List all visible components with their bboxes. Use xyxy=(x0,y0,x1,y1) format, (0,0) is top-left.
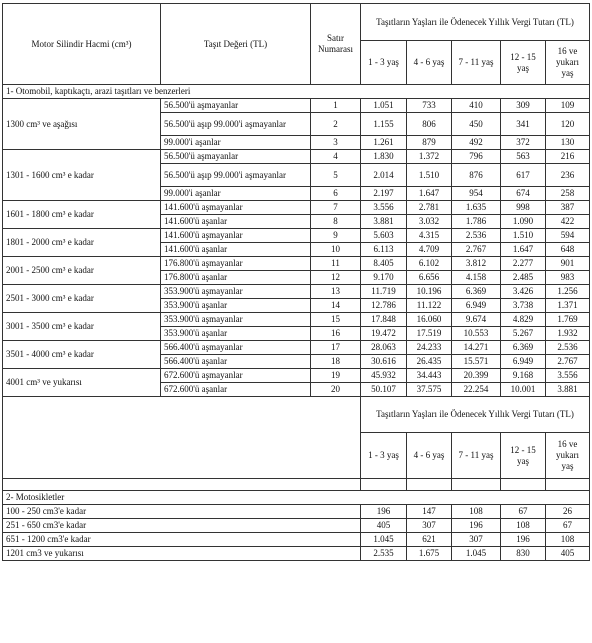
tax-amount: 450 xyxy=(452,113,501,136)
tax-amount: 1.256 xyxy=(546,285,590,299)
tax-amount: 19.472 xyxy=(361,327,407,341)
tax-amount: 196 xyxy=(452,519,501,533)
tax-amount: 108 xyxy=(546,533,590,547)
tax-amount: 8.405 xyxy=(361,257,407,271)
tax-amount: 3.881 xyxy=(361,215,407,229)
row-number: 19 xyxy=(311,369,361,383)
tax-amount: 674 xyxy=(501,187,546,201)
engine-class: 4001 cm³ ve yukarısı xyxy=(3,369,161,397)
tax-amount: 30.616 xyxy=(361,355,407,369)
engine-class: 2501 - 3000 cm³ e kadar xyxy=(3,285,161,313)
vehicle-value: 141.600'ü aşmayanlar xyxy=(161,201,311,215)
tax-amount: 2.485 xyxy=(501,271,546,285)
tax-amount: 2.536 xyxy=(546,341,590,355)
header-age: 1 - 3 yaş xyxy=(361,41,407,85)
engine-class: 1601 - 1800 cm³ e kadar xyxy=(3,201,161,229)
row-number: 4 xyxy=(311,150,361,164)
vehicle-value: 353.900'ü aşanlar xyxy=(161,299,311,313)
vehicle-value: 141.600'ü aşanlar xyxy=(161,243,311,257)
tax-amount: 617 xyxy=(501,164,546,187)
tax-amount: 876 xyxy=(452,164,501,187)
header-motor: Motor Silindir Hacmi (cm³) xyxy=(3,4,161,85)
tax-amount: 796 xyxy=(452,150,501,164)
tax-amount: 733 xyxy=(407,99,452,113)
header-age: 12 - 15 yaş xyxy=(501,433,546,479)
tax-amount: 10.196 xyxy=(407,285,452,299)
section-title: 2- Motosikletler xyxy=(3,491,590,505)
tax-amount: 1.261 xyxy=(361,136,407,150)
tax-amount: 1.830 xyxy=(361,150,407,164)
row-number: 20 xyxy=(311,383,361,397)
row-number: 12 xyxy=(311,271,361,285)
row-number: 5 xyxy=(311,164,361,187)
tax-amount: 1.786 xyxy=(452,215,501,229)
tax-amount: 830 xyxy=(501,547,546,561)
header-age: 1 - 3 yaş xyxy=(361,433,407,479)
tax-amount: 258 xyxy=(546,187,590,201)
vehicle-value: 672.600'ü aşanlar xyxy=(161,383,311,397)
tax-amount: 1.510 xyxy=(407,164,452,187)
engine-class: 2001 - 2500 cm³ e kadar xyxy=(3,257,161,285)
section-row xyxy=(3,491,590,505)
tax-amount: 1.647 xyxy=(407,187,452,201)
engine-class: 1801 - 2000 cm³ e kadar xyxy=(3,229,161,257)
table-row xyxy=(3,201,590,215)
header-age: 7 - 11 yaş xyxy=(452,41,501,85)
tax-amount: 1.155 xyxy=(361,113,407,136)
header-row xyxy=(3,4,590,41)
tax-amount: 6.949 xyxy=(501,355,546,369)
tax-amount: 594 xyxy=(546,229,590,243)
tax-amount: 26 xyxy=(546,505,590,519)
tax-amount: 37.575 xyxy=(407,383,452,397)
spacer-row xyxy=(3,479,590,491)
tax-amount: 15.571 xyxy=(452,355,501,369)
tax-amount: 108 xyxy=(501,519,546,533)
vehicle-value: 353.900'ü aşmayanlar xyxy=(161,313,311,327)
row-number: 18 xyxy=(311,355,361,369)
motorcycle-class: 1201 cm3 ve yukarısı xyxy=(3,547,361,561)
tax-amount: 1.932 xyxy=(546,327,590,341)
tax-amount: 10.001 xyxy=(501,383,546,397)
row-number: 10 xyxy=(311,243,361,257)
tax-amount: 11.719 xyxy=(361,285,407,299)
tax-amount: 3.738 xyxy=(501,299,546,313)
tax-amount: 648 xyxy=(546,243,590,257)
header-age: 16 ve yukarı yaş xyxy=(546,41,590,85)
table-row xyxy=(3,547,590,561)
vehicle-value: 672.600'ü aşmayanlar xyxy=(161,369,311,383)
tax-amount: 422 xyxy=(546,215,590,229)
tax-amount: 4.709 xyxy=(407,243,452,257)
tax-table xyxy=(2,3,590,561)
tax-amount: 405 xyxy=(361,519,407,533)
tax-amount: 236 xyxy=(546,164,590,187)
vehicle-value: 56.500'ü aşmayanlar xyxy=(161,99,311,113)
tax-amount: 341 xyxy=(501,113,546,136)
vehicle-value: 99.000'i aşanlar xyxy=(161,136,311,150)
tax-amount: 2.014 xyxy=(361,164,407,187)
tax-amount: 6.113 xyxy=(361,243,407,257)
tax-amount: 5.603 xyxy=(361,229,407,243)
tax-amount: 1.769 xyxy=(546,313,590,327)
tax-amount: 901 xyxy=(546,257,590,271)
tax-amount: 6.656 xyxy=(407,271,452,285)
motorcycle-class: 651 - 1200 cm3'e kadar xyxy=(3,533,361,547)
tax-amount: 20.399 xyxy=(452,369,501,383)
vehicle-value: 353.900'ü aşmayanlar xyxy=(161,285,311,299)
header-row-number: Satır Numarası xyxy=(311,4,361,85)
tax-amount: 983 xyxy=(546,271,590,285)
tax-amount: 2.277 xyxy=(501,257,546,271)
vehicle-value: 176.800'ü aşmayanlar xyxy=(161,257,311,271)
row-number: 14 xyxy=(311,299,361,313)
tax-amount: 1.051 xyxy=(361,99,407,113)
header-row-2 xyxy=(3,397,590,433)
vehicle-value: 99.000'i aşanlar xyxy=(161,187,311,201)
tax-amount: 3.881 xyxy=(546,383,590,397)
vehicle-value: 176.800'ü aşanlar xyxy=(161,271,311,285)
tax-amount: 120 xyxy=(546,113,590,136)
tax-amount: 6.369 xyxy=(501,341,546,355)
tax-amount: 216 xyxy=(546,150,590,164)
tax-amount: 410 xyxy=(452,99,501,113)
tax-amount: 16.060 xyxy=(407,313,452,327)
row-number: 15 xyxy=(311,313,361,327)
table-row xyxy=(3,229,590,243)
table-row xyxy=(3,505,590,519)
tax-amount: 1.371 xyxy=(546,299,590,313)
table-row xyxy=(3,150,590,164)
tax-amount: 806 xyxy=(407,113,452,136)
row-number: 3 xyxy=(311,136,361,150)
tax-amount: 24.233 xyxy=(407,341,452,355)
tax-amount: 147 xyxy=(407,505,452,519)
engine-class: 3001 - 3500 cm³ e kadar xyxy=(3,313,161,341)
section-row xyxy=(3,85,590,99)
table-row xyxy=(3,341,590,355)
row-number: 16 xyxy=(311,327,361,341)
blank-cell xyxy=(501,479,546,491)
tax-amount: 1.510 xyxy=(501,229,546,243)
tax-amount: 1.675 xyxy=(407,547,452,561)
tax-amount: 67 xyxy=(546,519,590,533)
vehicle-value: 56.500'ü aşıp 99.000'i aşmayanlar xyxy=(161,113,311,136)
tax-amount: 6.949 xyxy=(452,299,501,313)
tax-amount: 1.090 xyxy=(501,215,546,229)
row-number: 9 xyxy=(311,229,361,243)
table-row xyxy=(3,369,590,383)
engine-class: 1300 cm³ ve aşağısı xyxy=(3,99,161,150)
tax-amount: 50.107 xyxy=(361,383,407,397)
tax-amount: 109 xyxy=(546,99,590,113)
engine-class: 3501 - 4000 cm³ e kadar xyxy=(3,341,161,369)
header-age: 4 - 6 yaş xyxy=(407,433,452,479)
blank-cell xyxy=(452,479,501,491)
blank-cell xyxy=(3,479,361,491)
tax-amount: 196 xyxy=(361,505,407,519)
tax-amount: 34.443 xyxy=(407,369,452,383)
vehicle-value: 141.600'ü aşmayanlar xyxy=(161,229,311,243)
vehicle-value: 566.400'ü aşmayanlar xyxy=(161,341,311,355)
row-number: 13 xyxy=(311,285,361,299)
tax-amount: 2.767 xyxy=(452,243,501,257)
tax-amount: 130 xyxy=(546,136,590,150)
vehicle-value: 141.600'ü aşanlar xyxy=(161,215,311,229)
header-tax: Taşıtların Yaşları ile Ödenecek Yıllık Vergi Tutarı (TL) xyxy=(361,4,590,41)
header-age: 4 - 6 yaş xyxy=(407,41,452,85)
tax-amount: 5.267 xyxy=(501,327,546,341)
tax-amount: 9.168 xyxy=(501,369,546,383)
blank-cell xyxy=(361,479,407,491)
tax-amount: 492 xyxy=(452,136,501,150)
tax-amount: 67 xyxy=(501,505,546,519)
vehicle-value: 56.500'ü aşıp 99.000'i aşmayanlar xyxy=(161,164,311,187)
row-number: 1 xyxy=(311,99,361,113)
tax-amount: 12.786 xyxy=(361,299,407,313)
tax-amount: 4.158 xyxy=(452,271,501,285)
blank-cell xyxy=(407,479,452,491)
tax-amount: 3.556 xyxy=(546,369,590,383)
tax-amount: 2.535 xyxy=(361,547,407,561)
header-value: Taşıt Değeri (TL) xyxy=(161,4,311,85)
tax-amount: 1.045 xyxy=(361,533,407,547)
tax-amount: 17.848 xyxy=(361,313,407,327)
motorcycle-class: 100 - 250 cm3'e kadar xyxy=(3,505,361,519)
vehicle-value: 353.900'ü aşanlar xyxy=(161,327,311,341)
header-age: 12 - 15 yaş xyxy=(501,41,546,85)
tax-amount: 22.254 xyxy=(452,383,501,397)
tax-amount: 3.426 xyxy=(501,285,546,299)
tax-amount: 372 xyxy=(501,136,546,150)
tax-amount: 6.102 xyxy=(407,257,452,271)
tax-amount: 2.536 xyxy=(452,229,501,243)
tax-amount: 998 xyxy=(501,201,546,215)
header-tax: Taşıtların Yaşları ile Ödenecek Yıllık Vergi Tutarı (TL) xyxy=(361,397,590,433)
tax-amount: 954 xyxy=(452,187,501,201)
tax-amount: 1.647 xyxy=(501,243,546,257)
tax-amount: 309 xyxy=(501,99,546,113)
tax-amount: 563 xyxy=(501,150,546,164)
tax-amount: 9.674 xyxy=(452,313,501,327)
header-age: 16 ve yukarı yaş xyxy=(546,433,590,479)
tax-document xyxy=(2,3,589,561)
tax-amount: 17.519 xyxy=(407,327,452,341)
vehicle-value: 56.500'ü aşmayanlar xyxy=(161,150,311,164)
tax-amount: 2.781 xyxy=(407,201,452,215)
row-number: 11 xyxy=(311,257,361,271)
section-title: 1- Otomobil, kaptıkaçtı, arazi taşıtları ve benzerleri xyxy=(3,85,590,99)
tax-amount: 1.372 xyxy=(407,150,452,164)
tax-amount: 2.767 xyxy=(546,355,590,369)
tax-amount: 2.197 xyxy=(361,187,407,201)
tax-amount: 11.122 xyxy=(407,299,452,313)
tax-amount: 28.063 xyxy=(361,341,407,355)
tax-amount: 4.829 xyxy=(501,313,546,327)
tax-amount: 405 xyxy=(546,547,590,561)
tax-amount: 387 xyxy=(546,201,590,215)
row-number: 8 xyxy=(311,215,361,229)
tax-amount: 196 xyxy=(501,533,546,547)
table-row xyxy=(3,99,590,113)
tax-amount: 1.635 xyxy=(452,201,501,215)
tax-amount: 6.369 xyxy=(452,285,501,299)
table-row xyxy=(3,257,590,271)
blank-cell xyxy=(3,397,361,479)
tax-amount: 26.435 xyxy=(407,355,452,369)
tax-amount: 621 xyxy=(407,533,452,547)
table-row xyxy=(3,533,590,547)
header-age: 7 - 11 yaş xyxy=(452,433,501,479)
tax-amount: 10.553 xyxy=(452,327,501,341)
tax-amount: 307 xyxy=(452,533,501,547)
vehicle-value: 566.400'ü aşanlar xyxy=(161,355,311,369)
tax-amount: 307 xyxy=(407,519,452,533)
tax-amount: 9.170 xyxy=(361,271,407,285)
row-number: 6 xyxy=(311,187,361,201)
tax-amount: 3.556 xyxy=(361,201,407,215)
table-row xyxy=(3,313,590,327)
tax-amount: 3.032 xyxy=(407,215,452,229)
tax-amount: 14.271 xyxy=(452,341,501,355)
tax-amount: 3.812 xyxy=(452,257,501,271)
blank-cell xyxy=(546,479,590,491)
table-row xyxy=(3,285,590,299)
engine-class: 1301 - 1600 cm³ e kadar xyxy=(3,150,161,201)
row-number: 7 xyxy=(311,201,361,215)
tax-amount: 1.045 xyxy=(452,547,501,561)
table-row xyxy=(3,519,590,533)
row-number: 2 xyxy=(311,113,361,136)
tax-amount: 879 xyxy=(407,136,452,150)
tax-amount: 4.315 xyxy=(407,229,452,243)
tax-amount: 108 xyxy=(452,505,501,519)
motorcycle-class: 251 - 650 cm3'e kadar xyxy=(3,519,361,533)
tax-amount: 45.932 xyxy=(361,369,407,383)
row-number: 17 xyxy=(311,341,361,355)
